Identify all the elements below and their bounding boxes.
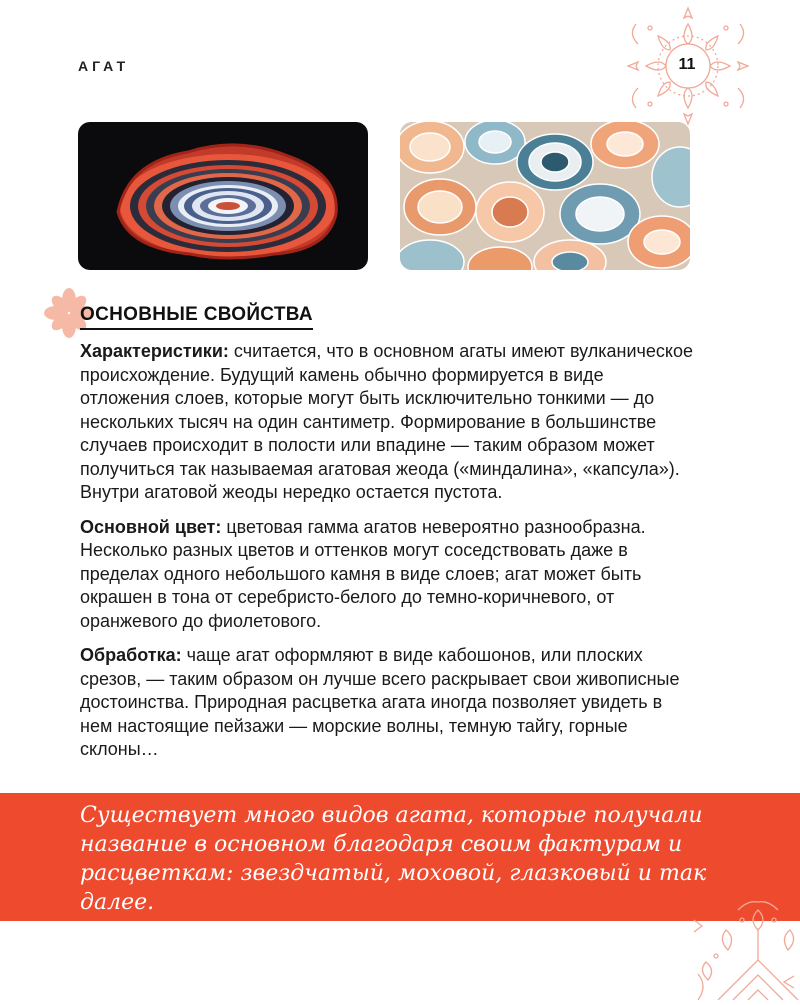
paragraph-text: считается, что в основном агаты имеют вулканическое происхождение. Будущий камень обычно формируется в виде отложения слоев, которые могут быть исключительно тонкими — до нескольких тысяч на один сантиметр. Формирование в большинстве случаев происходит в полости или впадине — таким образом может получиться так называемая агатовая жеода («миндалина», «капсула»). Внутри агатовой жеоды нередко остается пустота.	[80, 341, 694, 502]
quote-text: Существует много видов агата, которые получали название в основном благодаря своим фактурам и расцветкам: звездчатый, моховой, глазковый и так далее.	[80, 803, 707, 915]
paragraph-label: Основной цвет:	[80, 516, 222, 537]
body-text	[80, 340, 695, 773]
agate-slice-image	[78, 122, 368, 270]
mandala-bottom-icon	[598, 890, 800, 1005]
paragraph-processing	[80, 644, 695, 762]
paragraph-label: Обработка:	[80, 645, 182, 665]
section-heading: ОСНОВНЫЕ СВОЙСТВА	[80, 304, 313, 330]
paragraph-label: Характеристики:	[80, 341, 229, 361]
running-header: АГАТ	[78, 58, 130, 74]
paragraph-characteristics	[80, 340, 695, 505]
agate-cabochons-image	[400, 122, 690, 270]
paragraph-text: чаще агат оформляют в виде кабошонов, или плоских срезов, — таким образом он лучше всего раскрывает свои живописные достоинства. Природная расцветка агата иногда позволяет увидеть в нем настоящие пейзажи — морские волны, темную тайгу, горные склоны…	[80, 645, 680, 759]
paragraph-main-color	[80, 516, 695, 634]
paragraph-text: цветовая гамма агатов невероятно разнообразна. Несколько разных цветов и оттенков могут соседствовать даже в пределах одного небольшого камня в виде слоев; агат может быть окрашен в тона от серебристо-белого до темно-коричневого, от оранжевого до фиолетового.	[80, 516, 646, 631]
page-number: 11	[678, 56, 696, 73]
